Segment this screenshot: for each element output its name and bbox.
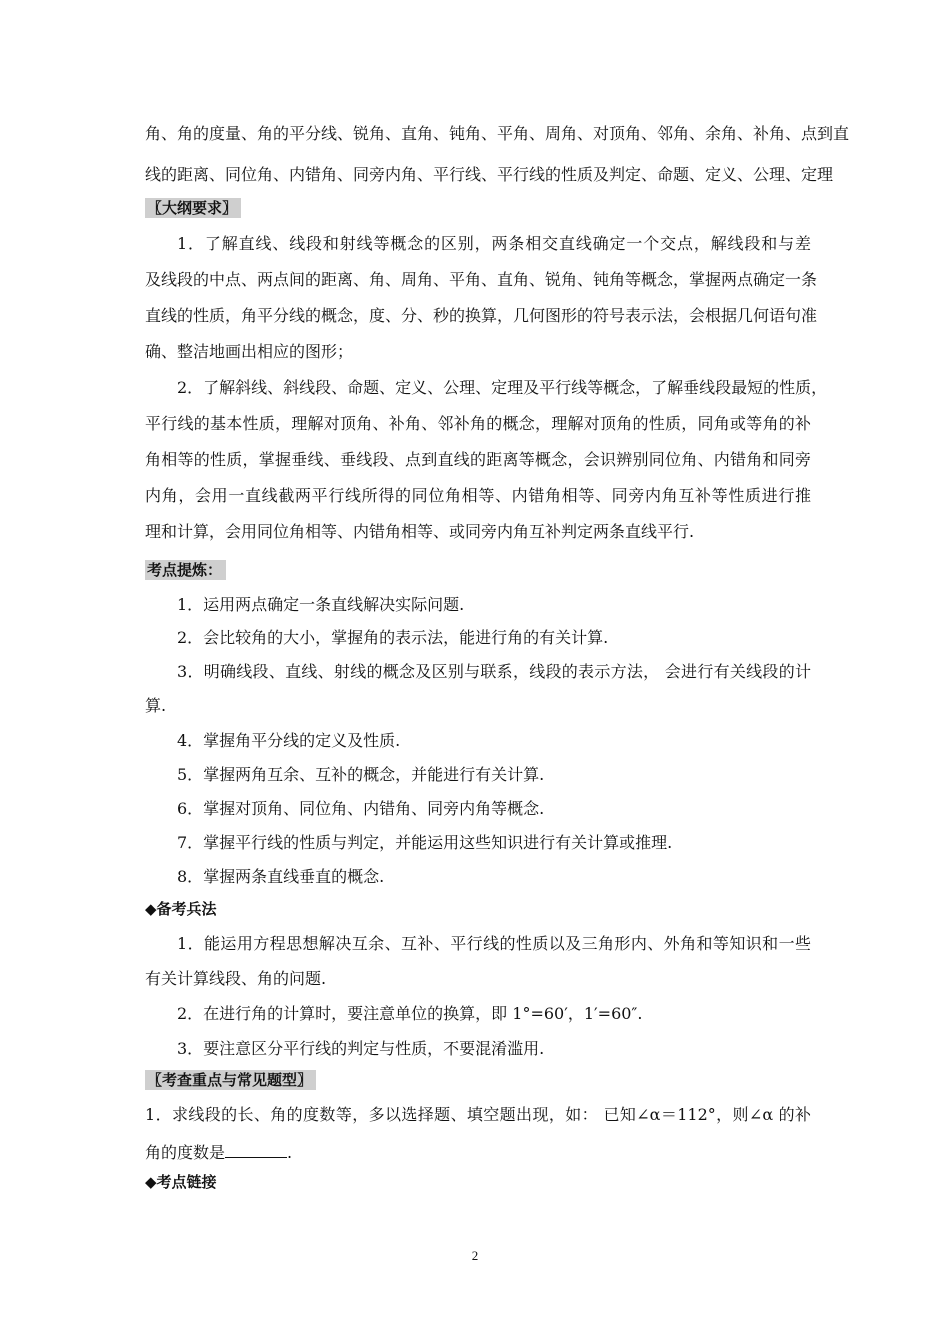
topics-line-1: 角、角的度量、角的平分线、锐角、直角、钝角、平角、周角、对顶角、邻角、余角、补角、点到直	[145, 124, 850, 143]
key-point-8: 8．掌握两条直线垂直的概念.	[177, 867, 385, 886]
exam-line-2	[145, 1142, 811, 1163]
strategy-item-1-cont: 有关计算线段、角的问题.	[145, 969, 327, 988]
outline-p2-line-1: 2．了解斜线、斜线段、命题、定义、公理、定理及平行线等概念，了解垂线段最短的性质，	[177, 378, 828, 397]
strategy-heading: ◆备考兵法	[145, 900, 217, 918]
exam-heading: 〖考查重点与常见题型〗	[145, 1070, 316, 1090]
outline-p2-line-2: 平行线的基本性质，理解对顶角、补角、邻补角的概念，理解对顶角的性质，同角或等角的补	[145, 414, 811, 433]
key-point-1: 1．运用两点确定一条直线解决实际问题.	[177, 595, 465, 614]
links-heading: ◆考点链接	[145, 1173, 217, 1191]
strategy-item-2: 2．在进行角的计算时，要注意单位的换算，即 1°=60′，1′=60″.	[177, 1004, 643, 1023]
outline-p1-line-4: 确、整洁地画出相应的图形；	[145, 342, 354, 361]
exam-line-1: 1．求线段的长、角的度数等，多以选择题、填空题出现，如： 已知∠α＝112°，则∠α 的补	[145, 1105, 811, 1124]
key-points-heading: 考点提炼：	[145, 560, 226, 580]
outline-p2-line-5: 理和计算，会用同位角相等、内错角相等、或同旁内角互补判定两条直线平行.	[145, 522, 695, 541]
outline-p2-line-4: 内角，会用一直线截两平行线所得的同位角相等、内错角相等、同旁内角互补等性质进行推	[145, 486, 811, 505]
outline-p2-line-3: 角相等的性质，掌握垂线、垂线段、点到直线的距离等概念，会识辨别同位角、内错角和同旁	[145, 450, 811, 469]
key-point-6: 6．掌握对顶角、同位角、内错角、同旁内角等概念.	[177, 799, 545, 818]
key-point-5: 5．掌握两角互余、互补的概念，并能进行有关计算.	[177, 765, 545, 784]
outline-p1-line-3: 直线的性质，角平分线的概念，度、分、秒的换算，几何图形的符号表示法，会根据几何语句准	[145, 306, 818, 325]
strategy-item-1: 1．能运用方程思想解决互余、互补、平行线的性质以及三角形内、外角和等知识和一些	[177, 934, 811, 953]
strategy-item-3: 3．要注意区分平行线的判定与性质，不要混淆滥用.	[177, 1039, 545, 1058]
exam-line-2-text: 角的度数是	[145, 1143, 226, 1162]
key-point-2: 2．会比较角的大小，掌握角的表示法，能进行角的有关计算.	[177, 628, 609, 647]
answer-blank	[225, 1142, 287, 1158]
key-point-7: 7．掌握平行线的性质与判定，并能运用这些知识进行有关计算或推理.	[177, 833, 673, 852]
page-number: 2	[471, 1248, 479, 1263]
topics-line-2: 线的距离、同位角、内错角、同旁内角、平行线、平行线的性质及判定、命题、定义、公理、定理	[145, 165, 834, 184]
outline-heading: 〖大纲要求〗	[145, 198, 241, 218]
outline-p1-line-1: 1．了解直线、线段和射线等概念的区别，两条相交直线确定一个交点，解线段和与差	[177, 234, 811, 253]
key-point-3-cont: 算.	[145, 696, 167, 715]
key-point-4: 4．掌握角平分线的定义及性质.	[177, 731, 401, 750]
outline-p1-line-2: 及线段的中点、两点间的距离、角、周角、平角、直角、锐角、钝角等概念，掌握两点确定一条	[145, 270, 818, 289]
key-point-3: 3．明确线段、直线、射线的概念及区别与联系，线段的表示方法， 会进行有关线段的计	[177, 662, 811, 681]
exam-line-2-end: .	[287, 1143, 293, 1162]
